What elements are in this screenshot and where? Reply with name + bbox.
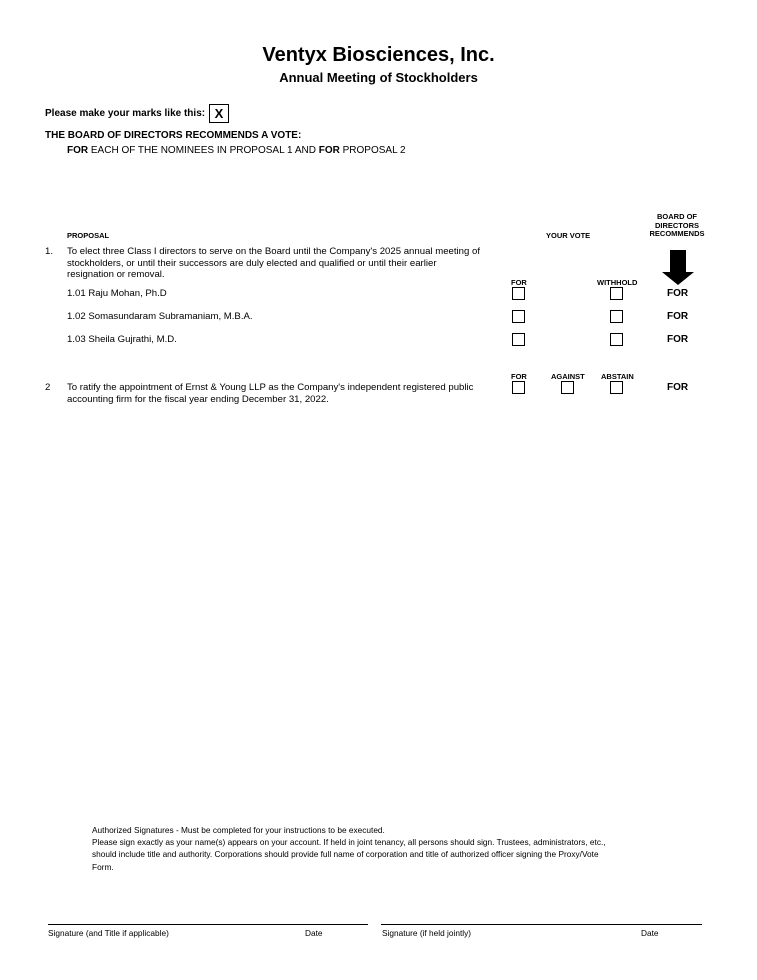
nominee-name: 1.03 Sheila Gujrathi, M.D. xyxy=(67,334,177,345)
for-keyword: FOR xyxy=(67,145,89,156)
company-title: Ventyx Biosciences, Inc. xyxy=(262,44,495,66)
board-rec-for: FOR xyxy=(667,288,689,299)
signature-line-2[interactable] xyxy=(381,924,702,925)
for-column-header: FOR xyxy=(511,372,527,381)
board-line-end: PROPOSAL 2 xyxy=(339,145,406,156)
board-rec-for: FOR xyxy=(667,334,689,345)
date-2-label: Date xyxy=(641,928,659,938)
your-vote-column-header: YOUR VOTE xyxy=(546,231,591,240)
marks-instruction: Please make your marks like this: xyxy=(45,108,206,119)
signature-1-label: Signature (and Title if applicable) xyxy=(48,928,169,938)
marks-example-box: X xyxy=(209,104,229,123)
proposal-2-text-line: accounting firm for the fiscal year ending December 31, 2022. xyxy=(67,393,329,405)
signature-2-label: Signature (if held jointly) xyxy=(382,928,472,938)
notice-line: Please sign exactly as your name(s) appears on your account. If held in joint tenancy, all persons should sign. Trustees, administrators, etc., xyxy=(92,837,606,848)
proposal-1-text-line: resignation or removal. xyxy=(67,269,165,280)
proposal-2-against-checkbox[interactable] xyxy=(561,381,574,394)
proposal-2-abstain-checkbox[interactable] xyxy=(610,381,623,394)
board-rec-line: RECOMMENDS xyxy=(649,229,705,238)
board-recommends-column-header xyxy=(640,213,714,239)
nominee-1-for-checkbox[interactable] xyxy=(512,287,525,300)
down-arrow-icon xyxy=(660,250,696,286)
board-line-mid: EACH OF THE NOMINEES IN PROPOSAL 1 AND xyxy=(88,145,319,156)
for-keyword: FOR xyxy=(318,145,340,156)
board-rec-line: DIRECTORS xyxy=(654,220,700,230)
board-recommendation-heading: THE BOARD OF DIRECTORS RECOMMENDS A VOTE: xyxy=(45,130,302,141)
nominee-2-withhold-checkbox[interactable] xyxy=(610,310,623,323)
proposal-1-number: 1. xyxy=(45,246,54,257)
signature-line-1[interactable] xyxy=(48,924,368,925)
for-column-header: FOR xyxy=(511,278,527,287)
proposal-1-text-line: To elect three Class I directors to serve on the Board until the Company's 2025 annual meeting of xyxy=(67,246,480,257)
proposal-2-for-checkbox[interactable] xyxy=(512,381,525,394)
proposal-2-number: 2 xyxy=(45,382,51,393)
board-rec-line: BOARD OF xyxy=(657,212,697,221)
proposal-column-header: PROPOSAL xyxy=(67,231,110,240)
nominee-name: 1.02 Somasundaram Subramaniam, M.B.A. xyxy=(67,311,253,322)
proposal-1-text xyxy=(67,246,507,281)
board-rec-for: FOR xyxy=(667,382,689,393)
meeting-subtitle: Annual Meeting of Stockholders xyxy=(279,70,478,85)
abstain-column-header: ABSTAIN xyxy=(601,372,634,381)
nominee-3-for-checkbox[interactable] xyxy=(512,333,525,346)
date-1-label: Date xyxy=(305,928,323,938)
notice-line: Authorized Signatures - Must be completed for your instructions to be executed. xyxy=(92,825,385,835)
nominee-2-for-checkbox[interactable] xyxy=(512,310,525,323)
authorized-signatures-notice xyxy=(92,824,692,873)
notice-line: Form. xyxy=(92,861,114,872)
notice-line: should include title and authority. Corporations should provide full name of corporation and title of authorized officer signing the Proxy/Vote xyxy=(92,849,599,860)
board-rec-for: FOR xyxy=(667,311,689,322)
proposal-2-text-line: To ratify the appointment of Ernst & Young LLP as the Company's independent registered public xyxy=(67,382,474,393)
proposal-1-text-line: stockholders, or until their successors are duly elected and qualified or until their earlier xyxy=(67,257,437,269)
against-column-header: AGAINST xyxy=(551,372,585,381)
board-recommendation-line xyxy=(67,145,406,156)
nominee-3-withhold-checkbox[interactable] xyxy=(610,333,623,346)
proposal-2-text xyxy=(67,382,507,405)
withhold-column-header: WITHHOLD xyxy=(597,278,638,287)
nominee-1-withhold-checkbox[interactable] xyxy=(610,287,623,300)
nominee-name: 1.01 Raju Mohan, Ph.D xyxy=(67,288,167,299)
